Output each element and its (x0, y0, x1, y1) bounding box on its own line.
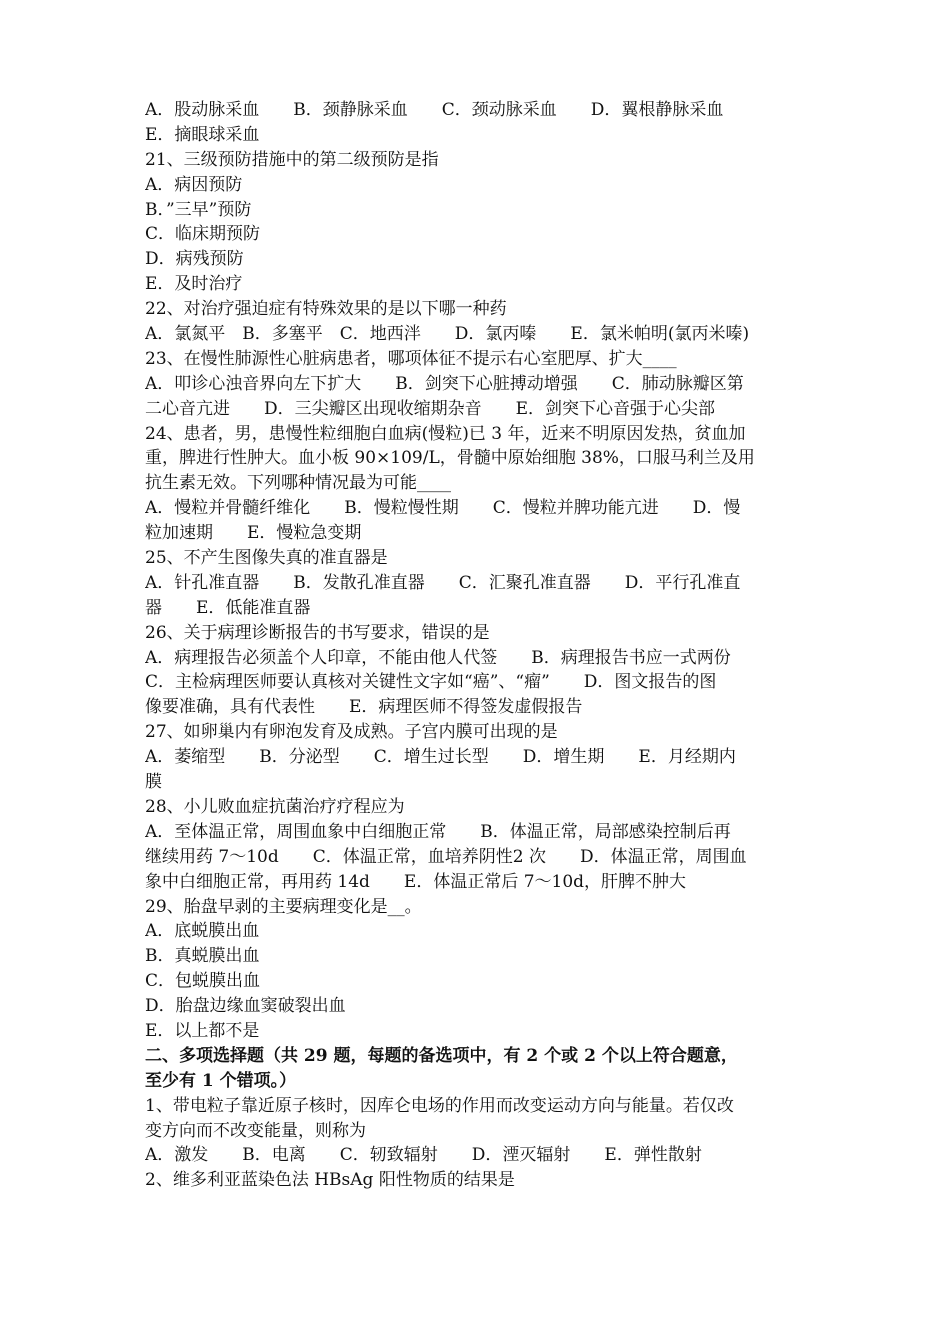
option-line: A．慢粒并骨髓纤维化 B．慢粒慢性期 C．慢粒并脾功能亢进 D．慢 (145, 498, 741, 519)
question-1-cont: 变方向而不改变能量，则称为 (145, 1120, 366, 1141)
question-25: 25、不产生图像失真的准直器是 (145, 548, 388, 569)
option-line: D．胎盘边缘血窦破裂出血 (145, 996, 346, 1017)
option-line: 粒加速期 E．慢粒急变期 (145, 523, 362, 544)
question-2: 2、维多利亚蓝染色法 HBsAg 阳性物质的结果是 (145, 1170, 515, 1191)
option-line: E．及时治疗 (145, 274, 243, 295)
question-1: 1、带电粒子靠近原子核时，因库仑电场的作用而改变运动方向与能量。若仅改 (145, 1095, 734, 1116)
question-27: 27、如卵巢内有卵泡发育及成熟。子宫内膜可出现的是 (145, 722, 558, 743)
option-line: B．真蜕膜出血 (145, 946, 260, 967)
question-21: 21、三级预防措施中的第二级预防是指 (145, 149, 439, 170)
option-line: A．至体温正常，周围血象中白细胞正常 B．体温正常，局部感染控制后再 (145, 821, 731, 842)
option-line: E．以上都不是 (145, 1020, 260, 1041)
option-line: 象中白细胞正常，再用药 14d E．体温正常后 7～10d，肝脾不肿大 (145, 871, 687, 892)
option-line: A．股动脉采血 B．颈静脉采血 C．颈动脉采血 D．翼根静脉采血 (145, 100, 724, 120)
option-line: E．摘眼球采血 (145, 124, 260, 145)
option-line: A．底蜕膜出血 (145, 921, 260, 942)
question-26: 26、关于病理诊断报告的书写要求，错误的是 (145, 622, 490, 643)
question-24-cont: 重，脾进行性肿大。血小板 90×109/L，骨髓中原始细胞 38%，口服马利兰及用 (145, 448, 755, 469)
option-line: A．氯氮平 B．多塞平 C．地西泮 D．氯丙嗪 E．氯米帕明(氯丙米嗪) (145, 324, 750, 345)
question-29: 29、胎盘早剥的主要病理变化是__。 (145, 896, 422, 917)
section-heading: 二、多项选择题（共 29 题，每题的备选项中，有 2 个或 2 个以上符合题意， (145, 1045, 738, 1066)
option-line: C．主检病理医师要认真核对关键性文字如“癌”、“瘤” D．图文报告的图 (145, 672, 717, 693)
question-28: 28、小儿败血症抗菌治疗疗程应为 (145, 796, 405, 817)
question-23: 23、在慢性肺源性心脏病患者，哪项体征不提示右心室肥厚、扩大____ (145, 348, 677, 369)
option-line: C．包蜕膜出血 (145, 971, 261, 992)
option-line: B．”三早”预防 (145, 199, 252, 220)
option-line: 膜 (145, 772, 162, 793)
question-24-cont: 抗生素无效。下列哪种情况最为可能____ (145, 473, 451, 494)
option-line: 器 E．低能准直器 (145, 597, 311, 618)
section-heading-cont: 至少有 1 个错项。） (145, 1070, 297, 1091)
option-line: 二心音亢进 D．三尖瓣区出现收缩期杂音 E．剑突下心音强于心尖部 (145, 398, 716, 419)
question-22: 22、对治疗强迫症有特殊效果的是以下哪一种药 (145, 299, 507, 320)
option-line: A．萎缩型 B．分泌型 C．增生过长型 D．增生期 E．月经期内 (145, 747, 736, 768)
option-line: D．病残预防 (145, 249, 244, 270)
option-line: A．叩诊心浊音界向左下扩大 B．剑突下心脏搏动增强 C．肺动脉瓣区第 (145, 373, 744, 394)
option-line: C．临床期预防 (145, 224, 261, 245)
option-line: A．针孔准直器 B．发散孔准直器 C．汇聚孔准直器 D．平行孔准直 (145, 572, 741, 593)
option-line: A．病理报告必须盖个人印章，不能由他人代签 B．病理报告书应一式两份 (145, 647, 731, 668)
document-body (145, 98, 815, 1193)
question-24: 24、患者，男，患慢性粒细胞白血病(慢粒)已 3 年，近来不明原因发热，贫血加 (145, 423, 746, 444)
option-line: A．激发 B．电离 C．轫致辐射 D．湮灭辐射 E．弹性散射 (145, 1145, 702, 1166)
option-line: A．病因预防 (145, 174, 243, 195)
option-line: 继续用药 7～10d C．体温正常，血培养阴性2 次 D．体温正常，周围血 (145, 846, 747, 867)
option-line: 像要准确，具有代表性 E．病理医师不得签发虚假报告 (145, 697, 583, 718)
